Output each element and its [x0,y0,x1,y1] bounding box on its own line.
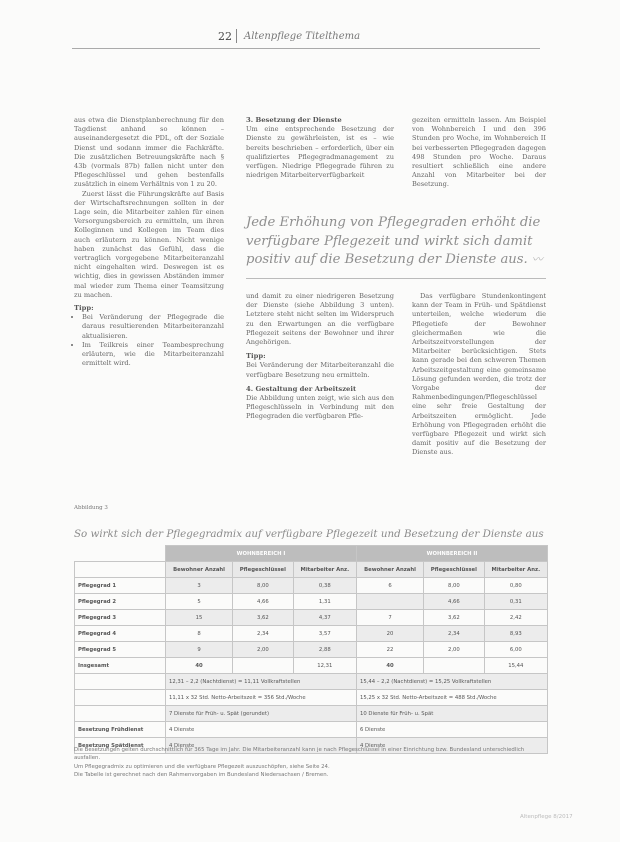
table-footnote [74,746,548,779]
col1-paragraph-1: aus etwa die Dienstplanberechnung für den Tagdienst anhand so können – auseinandergesetzt die PDL, oft der Soziale Dienst und sodann immer die Fachkräfte. Die zusätzlichen Betreuungskräfte nach § 43b (vormals 87b) fallen nicht unter den Pflegeschlüssel und gehen bestenfalls zusätzlich in einem Verhältnis von 1 zu 20. [74,116,224,189]
header-wohnbereich-1: WOHNBEREICH I [166,546,357,562]
table-cell: 4 Dienste [356,738,547,754]
table-cell: 15,44 – 2,2 (Nachtdienst) = 15,25 Vollkraftstellen [356,674,547,690]
col2-paragraph-3: Die Abbildung unten zeigt, wie sich aus den Pflegeschlüsseln in Verbindung mit den Pflegegraden die verfügbaren Pfle- [246,394,394,421]
row-label: Insgesamt [75,658,166,674]
table-cell: 40 [166,658,233,674]
list-item: • Im Teilkreis einer Teambesprechung erläutern, wie die Mitarbeiteranzahl ermittelt wird. [82,341,224,369]
table-cell: 20 [356,626,423,642]
column-2-bottom [246,292,394,422]
table-row [75,642,548,658]
page-corner-label: Altenpflege 8/2017 [520,814,573,820]
table-cell: 8,00 [424,578,485,594]
row-label: Pflegegrad 4 [75,626,166,642]
table-cell: 7 Dienste für Früh- u. Spät (gerundet) [166,706,357,722]
table-row [75,610,548,626]
table-cell [356,594,423,610]
table-cell: 8 [166,626,233,642]
section-3-heading: 3. Besetzung der Dienste [246,116,342,124]
col2-paragraph-1: Um eine entsprechende Besetzung der Dienste zu gewährleisten, ist es – wie bereits beschrieben – erforderlich, über ein qualifiziertes Pflegegradmanagement zu verfügen. Niedrige Pflegegrade führen zu niedrigen Mitarbeiterverfügbarkeit [246,125,394,180]
table-cell: 15,44 [484,658,547,674]
table-cell: 3,57 [293,626,356,642]
list-item: • Bei Veränderung der Pflegegrade die daraus resultierenden Mitarbeiteranzahl aktualisieren. [82,313,224,341]
table-cell: 4,66 [233,594,294,610]
table-cell: 2,00 [424,642,485,658]
col2-tip-heading: Tipp: [246,352,266,361]
row-label: Pflegegrad 3 [75,610,166,626]
col1-paragraph-2: Zuerst lässt die Führungskräfte auf Basis der Wirtschaftsrechnungen sollten in der Lage sein, die Mitarbeiter zahlen für einen Versorgungsbereich zu ermitteln, um ihren Kolleginnen und Kollegen im Team dies auch erläutern zu können. Nicht wenige haben zunächst das Gefühl, dass die vertraglich vorgegebene Mitarbeiteranzahl nicht eingehalten wird. Deswegen ist es wichtig, dies in gewissen Abständen immer mal wieder zum Thema einer Teamsitzung zu machen. [74,189,224,299]
table-cell: 3,62 [233,610,294,626]
table-cell: 6 [356,578,423,594]
column-header: Bewohner Anzahl [166,562,233,578]
table-cell: 8,93 [484,626,547,642]
row-label: Pflegegrad 5 [75,642,166,658]
table-cell: 15,25 x 32 Std. Netto-Arbeitszeit = 488 Std./Woche [356,690,547,706]
page-number: 22 [218,30,232,43]
table-cell: 2,88 [293,642,356,658]
figure-title: So wirkt sich der Pflegegradmix auf verfügbare Pflegezeit und Besetzung der Dienste aus [74,528,544,540]
ornament-icon: 〰 [531,253,543,266]
empty-cell [75,706,166,722]
column-header: Mitarbeiter Anz. [484,562,547,578]
column-3-bottom [412,292,546,458]
table-cell: 4,37 [293,610,356,626]
footnote-line: Die Besetzungen gelten durchschnittlich für 365 Tage im Jahr. Die Mitarbeiteranzahl kann je nach Pflegeschlüssel in einer Einrichtung bzw. Bundesland unterschiedlich ausfallen. [74,747,525,762]
table-cell: 3 [166,578,233,594]
header-wohnbereich-2: WOHNBEREICH II [356,546,547,562]
figure-label: Abbildung 3 [74,505,108,511]
table-cell: 6,00 [484,642,547,658]
table-cell: 0,80 [484,578,547,594]
table-row [75,722,548,738]
table-row [75,706,548,722]
header-separator [236,29,237,43]
table-cell: 11,11 x 32 Std. Netto-Arbeitszeit = 356 Std./Woche [166,690,357,706]
column-3-top [412,116,546,190]
table-row-total [75,658,548,674]
header-rule [72,48,540,49]
col1-tip-heading: Tipp: [74,304,94,313]
table-cell: 4 Dienste [166,738,357,754]
table-cell: 12,31 – 2,2 (Nachtdienst) = 11,11 Vollkraftstellen [166,674,357,690]
table-cell: 4,66 [424,594,485,610]
running-header: Altenpflege Titelthema [244,31,361,42]
row-label: Pflegegrad 1 [75,578,166,594]
table-cell: 5 [166,594,233,610]
table-cell: 8,00 [233,578,294,594]
column-1 [74,116,224,368]
column-header: Pflegeschlüssel [424,562,485,578]
table-cell: 2,00 [233,642,294,658]
col2-paragraph-2: und damit zu einer niedrigeren Besetzung der Dienste (siehe Abbildung 3 unten). Letztere steht nicht selten im Widerspruch zu den Erwartungen an die verfügbare Pflegezeit seitens der Bewohner und ihrer Angehörigen. [246,292,394,347]
col3-paragraph-2: Das verfügbare Stundenkontingent kann der Team in Früh- und Spätdienst unterteilen, welche wiederum die Pflegetiefe der Bewohner gleichermaßen wie die Arbeitszeitvorstellungen der Mitarbeiter berücksichtigen. Stets kann gerade bei den schweren Themen Arbeitszeitgestaltung eine gemeinsame Lösung gefunden werden, die trotz der Vorgabe der Rahmenbedingungen/Pflegeschlüssel eine sehr freie Gestaltung der Arbeitszeiten ermöglicht. Jede Erhöhung von Pflegegraden erhöht die verfügbare Pflegezeit und wirkt sich damit positiv auf die Besetzung der Dienste aus. [412,292,546,457]
table-cell: 7 [356,610,423,626]
table-corner [75,546,166,562]
column-header: Mitarbeiter Anz. [293,562,356,578]
table-cell: 3,62 [424,610,485,626]
table-row [75,690,548,706]
table-cell: 6 Dienste [356,722,547,738]
col3-paragraph-1: gezeiten ermitteln lassen. Am Beispiel von Wohnbereich I und den 396 Stunden pro Woche, im Wohnbereich II bei verbesserten Pflegegraden dagegen 498 Stunden pro Woche. Daraus resultiert schließlich eine andere Anzahl von Mitarbeiter bei der Besetzung. [412,116,546,189]
table-corner-2 [75,562,166,578]
empty-cell [75,674,166,690]
column-header: Pflegeschlüssel [233,562,294,578]
footnote-line: Die Tabelle ist gerechnet nach den Rahmenvorgaben im Bundesland Niedersachsen / Bremen. [74,771,329,778]
col2-tip-text: Bei Veränderung der Mitarbeiteranzahl die verfügbare Besetzung neu ermitteln. [246,361,394,379]
col1-tip-list [74,313,224,368]
table-cell: 15 [166,610,233,626]
table-row [75,674,548,690]
pull-quote [246,214,546,270]
table-cell: 12,31 [293,658,356,674]
column-header: Bewohner Anzahl [356,562,423,578]
staffing-table [74,545,548,754]
table-row [75,594,548,610]
table-cell [424,658,485,674]
column-2-top [246,116,394,180]
table-cell: 9 [166,642,233,658]
footnote-line: Um Pflegegradmix zu optimieren und die verfügbare Pflegezeit auszuschöpfen, siehe Seite 24. [74,763,330,770]
row-label: Pflegegrad 2 [75,594,166,610]
section-4-heading: 4. Gestaltung der Arbeitszeit [246,384,357,393]
table-cell: 2,34 [424,626,485,642]
table-row [75,578,548,594]
table-cell: 2,42 [484,610,547,626]
table-cell: 2,34 [233,626,294,642]
row-label: Besetzung Spätdienst [75,738,166,754]
pull-quote-rule [246,278,546,279]
row-label: Besetzung Frühdienst [75,722,166,738]
pull-quote-text: Jede Erhöhung von Pflegegraden erhöht die verfügbare Pflegezeit und wirkt sich damit positiv auf die Besetzung der Dienste aus. [246,215,541,267]
table-cell: 10 Dienste für Früh- u. Spät [356,706,547,722]
table-cell: 0,31 [484,594,547,610]
table-cell: 1,31 [293,594,356,610]
table-cell: 22 [356,642,423,658]
table-cell: 4 Dienste [166,722,357,738]
empty-cell [75,690,166,706]
table-cell: 40 [356,658,423,674]
table-cell: 0,38 [293,578,356,594]
table-row [75,626,548,642]
table-cell [233,658,294,674]
